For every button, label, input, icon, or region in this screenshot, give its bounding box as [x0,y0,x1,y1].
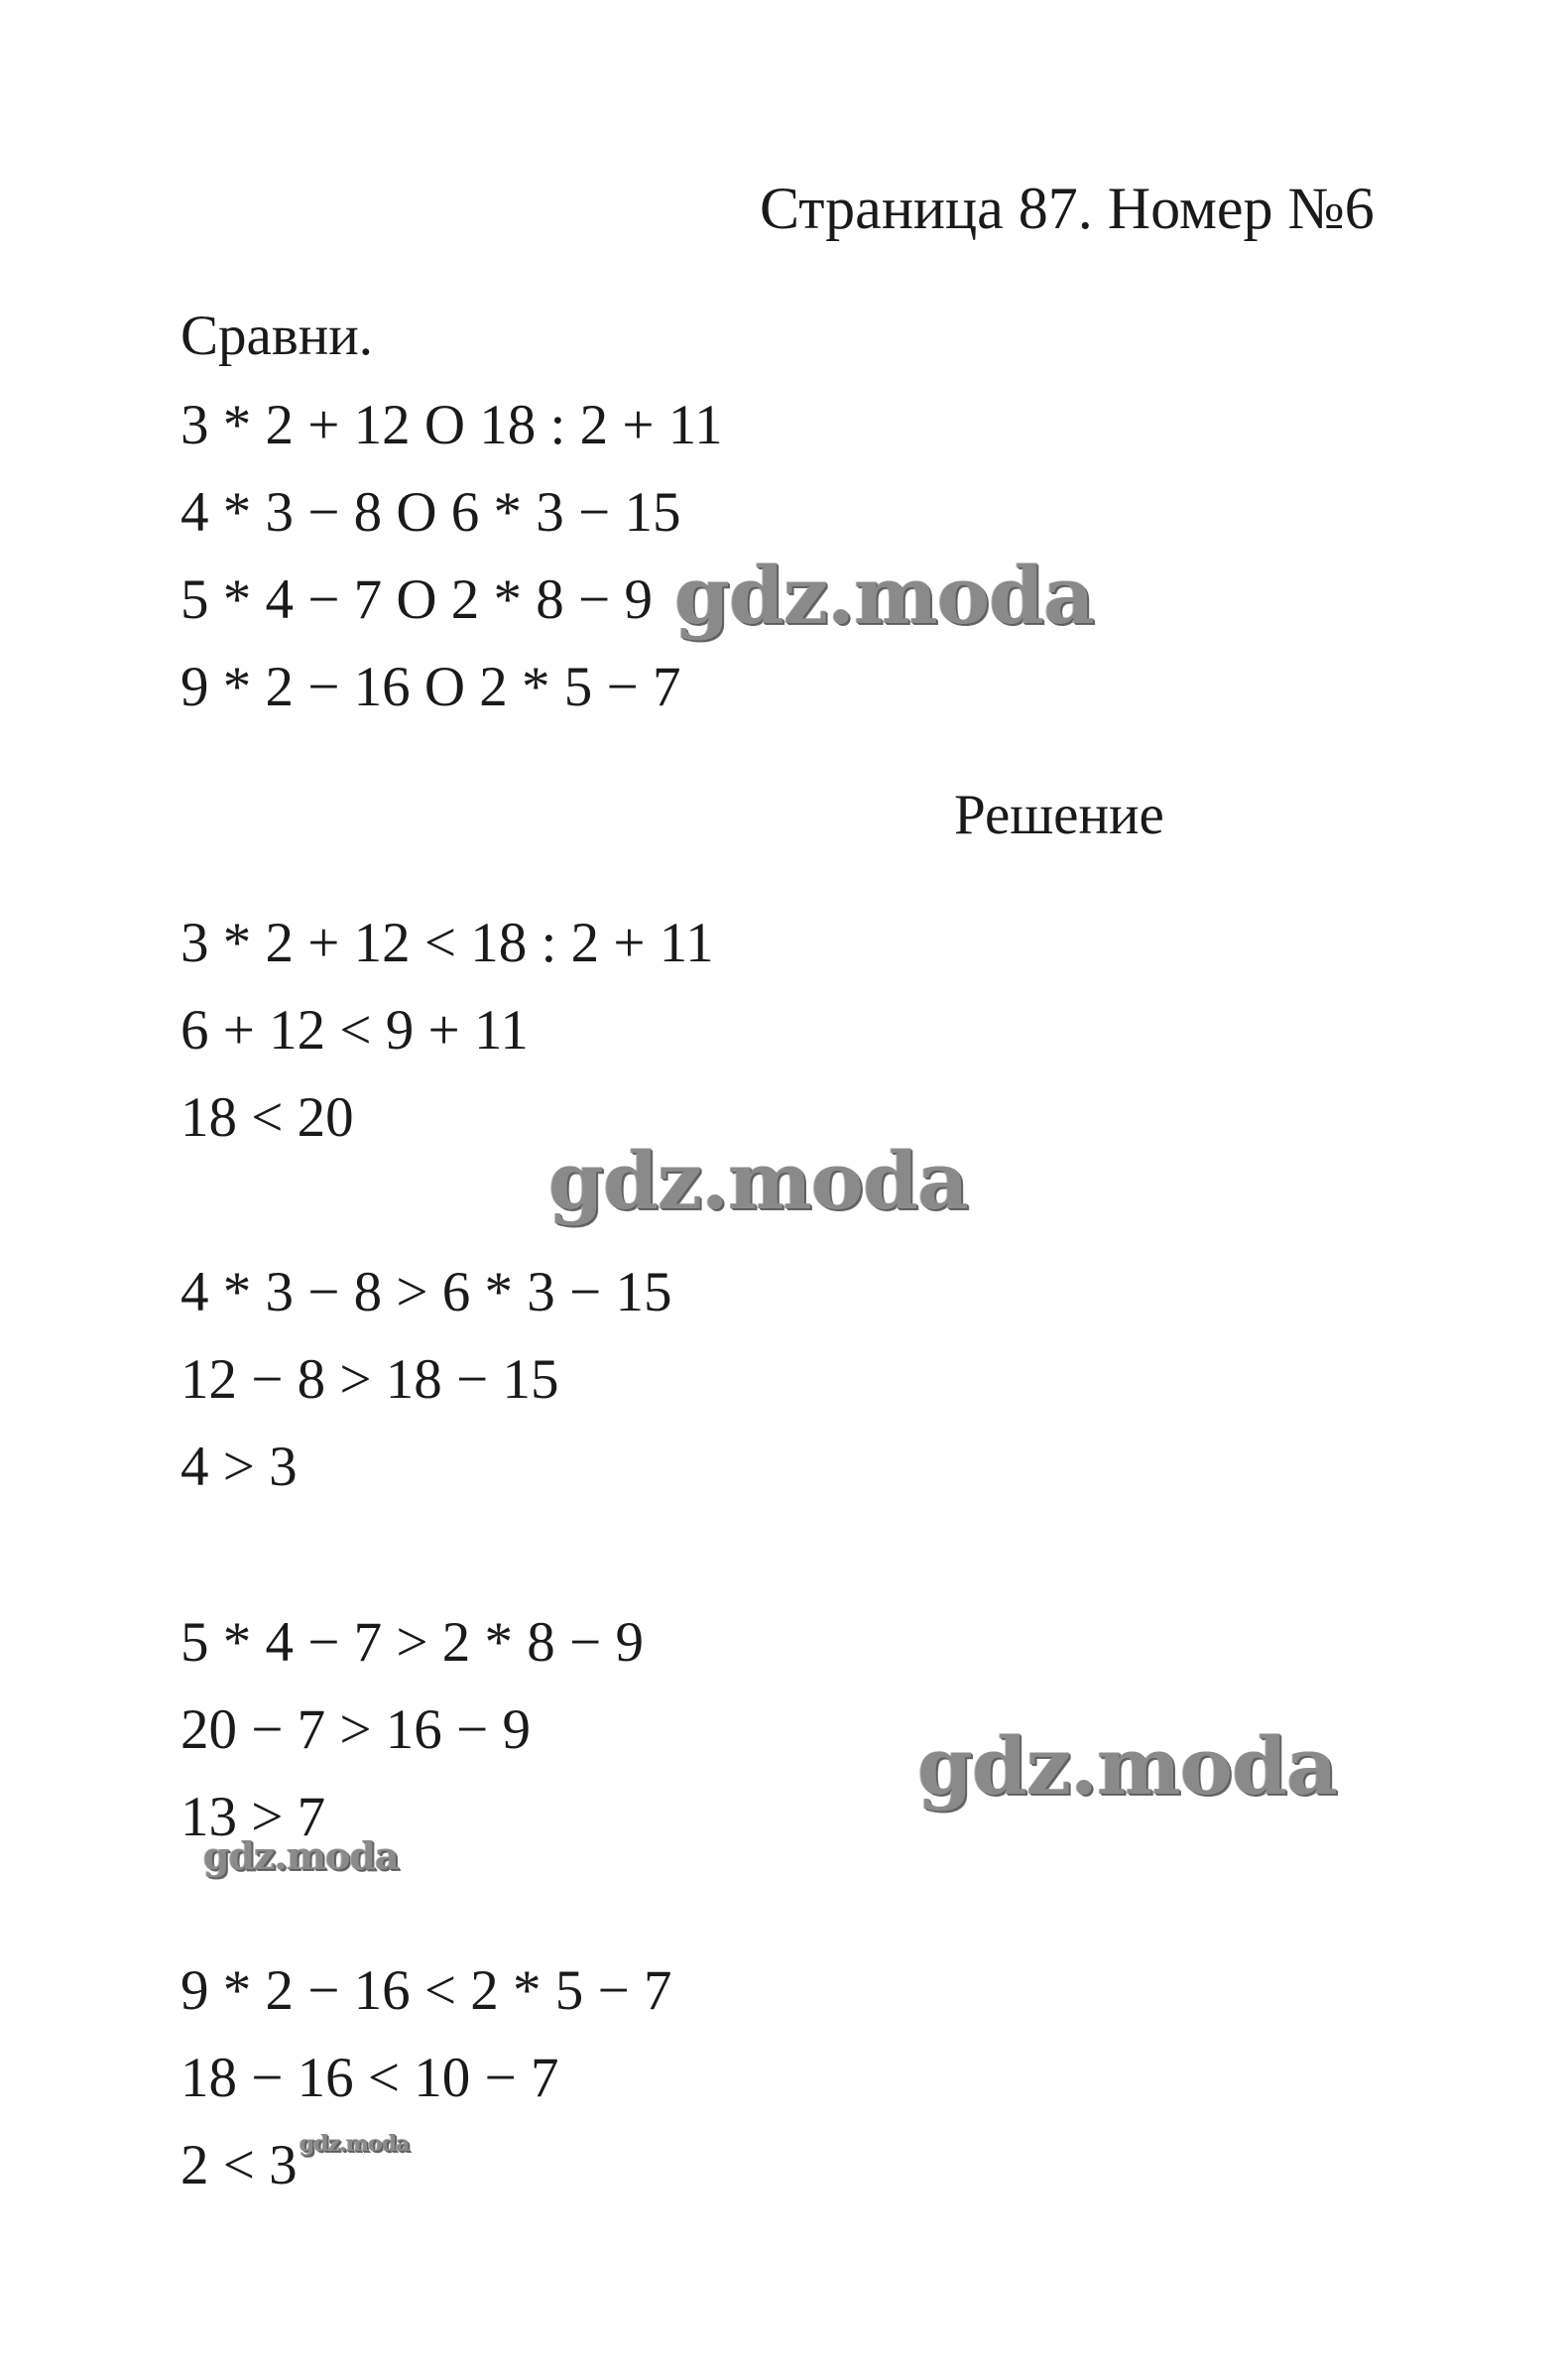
solution-line: 18 < 20 [181,1086,354,1149]
solution-line: 5 * 4 − 7 > 2 * 8 − 9 [181,1611,644,1674]
solution-line: 20 − 7 > 16 − 9 [181,1698,531,1761]
task-expression: 9 * 2 − 16 O 2 * 5 − 7 [181,656,681,718]
solution-line: 12 − 8 > 18 − 15 [181,1348,559,1411]
watermark-logo: gdz.moda [674,549,1094,642]
task-expression: 4 * 3 − 8 O 6 * 3 − 15 [181,481,681,544]
solution-heading: Решение [954,784,1164,846]
task-instruction: Сравни. [181,305,373,367]
watermark-logo: gdz.moda [300,2131,410,2157]
task-expression: 3 * 2 + 12 O 18 : 2 + 11 [181,394,723,456]
solution-line: 18 − 16 < 10 − 7 [181,2047,559,2109]
solution-line: 9 * 2 − 16 < 2 * 5 − 7 [181,1959,672,2022]
solution-line: 3 * 2 + 12 < 18 : 2 + 11 [181,912,714,974]
solution-line: 4 > 3 [181,1436,298,1498]
task-expression: 5 * 4 − 7 O 2 * 8 − 9 [181,568,653,631]
watermark-logo: gdz.moda [548,1134,968,1227]
page-title: Страница 87. Номер №6 [760,176,1375,241]
watermark-logo: gdz.moda [203,1833,399,1878]
solution-line: 13 > 7 [181,1786,326,1848]
solution-line: 4 * 3 − 8 > 6 * 3 − 15 [181,1261,672,1323]
watermark-logo: gdz.moda [917,1719,1337,1813]
solution-line: 6 + 12 < 9 + 11 [181,999,529,1062]
solution-line: 2 < 3 [181,2134,298,2196]
